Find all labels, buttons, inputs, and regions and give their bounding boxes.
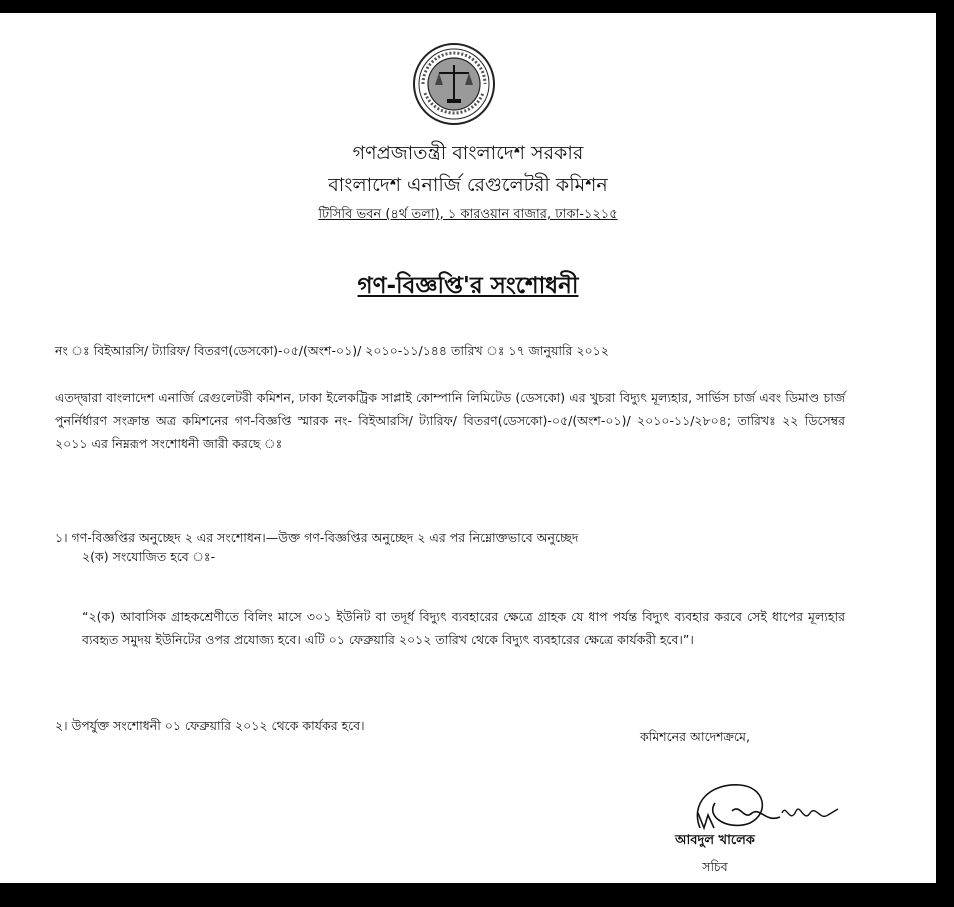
commission-seal-icon — [413, 43, 495, 125]
scan-border — [936, 0, 954, 907]
item-2: ২। উপর্যুক্ত সংশোধনী ০১ ফেব্রুয়ারি ২০১২ থেকে কার্যকর হবে। — [55, 718, 365, 733]
page-title — [0, 267, 936, 306]
address-line — [0, 205, 936, 226]
commission-heading: বাংলাদেশ এনার্জি রেগুলেটরী কমিশন — [328, 174, 608, 196]
item-1-continuation: ২(ক) সংযোজিত হবে ঃ- — [82, 549, 216, 564]
government-heading: গণপ্রজাতন্ত্রী বাংলাদেশ সরকার — [352, 142, 584, 164]
item-1: ১। গণ-বিজ্ঞপ্তির অনুচ্ছেদ ২ এর সংশোধন।—উক্ত গণ-বিজ্ঞপ্তির অনুচ্ছেদ ২ এর পর নিম্নোক্তভাবে অনুচ্ছেদ — [55, 530, 579, 545]
reference-line: নং ঃ বিইআরসি/ ট্যারিফ/ বিতরণ(ডেসকো)-০৫/(অংশ-০১)/ ২০১০-১১/১৪৪ তারিখ ঃ ১৭ জানুয়ারি ২০১২ — [55, 343, 609, 358]
address-text: টিসিবি ভবন (৪র্থ তলা), ১ কারওয়ান বাজার, ঢাকা-১২১৫ — [318, 207, 618, 222]
order-text: কমিশনের আদেশক্রমে, — [640, 729, 750, 744]
item-1-quote: “২(ক) আবাসিক গ্রাহকশ্রেণীতে বিলিং মাসে ৩০১ ইউনিট বা তদূর্ধ বিদ্যুৎ ব্যবহারের ক্ষেত্রে গ্রাহক যে ধাপ পর্যন্ত বিদ্যুৎ ব্যবহার করবে সেই ধাপের মূল্যহার ব্যবহৃত সমুদয় ইউনিটের ওপর প্রযোজ্য হবে। এটি ০১ ফেব্রুয়ারি ২০১২ তারিখ থেকে বিদ্যুৎ ব্যবহারের ক্ষেত্রে কার্যকরী হবে।”। — [82, 609, 845, 647]
signatory-name: আবদুল খালেক — [675, 833, 755, 848]
document-page — [0, 13, 936, 883]
intro-paragraph: এতদ্দ্বারা বাংলাদেশ এনার্জি রেগুলেটরী কমিশন, ঢাকা ইলেকট্রিক সাপ্লাই কোম্পানি লিমিটেড (ডেসকো) এর খুচরা বিদ্যুৎ মূল্যহার, সার্ভিস চার্জ এবং ডিমাণ্ড চার্জ পুনর্নির্ধারণ সংক্রান্ত অত্র কমিশনের গণ-বিজ্ঞপ্তি স্মারক নং- বিইআরসি/ ট্যারিফ/ বিতরণ(ডেসকো)-০৫/(অংশ-০১)/ ২০১০-১১/২৮০৪; তারিখঃ ২২ ডিসেম্বর ২০১১ এর নিম্নরূপ সংশোধনী জারী করছে ঃ — [55, 390, 845, 451]
signature-icon — [670, 773, 850, 833]
title-text: গণ-বিজ্ঞপ্তি'র সংশোধনী — [357, 273, 579, 299]
signatory-designation: সচিব — [702, 859, 728, 874]
